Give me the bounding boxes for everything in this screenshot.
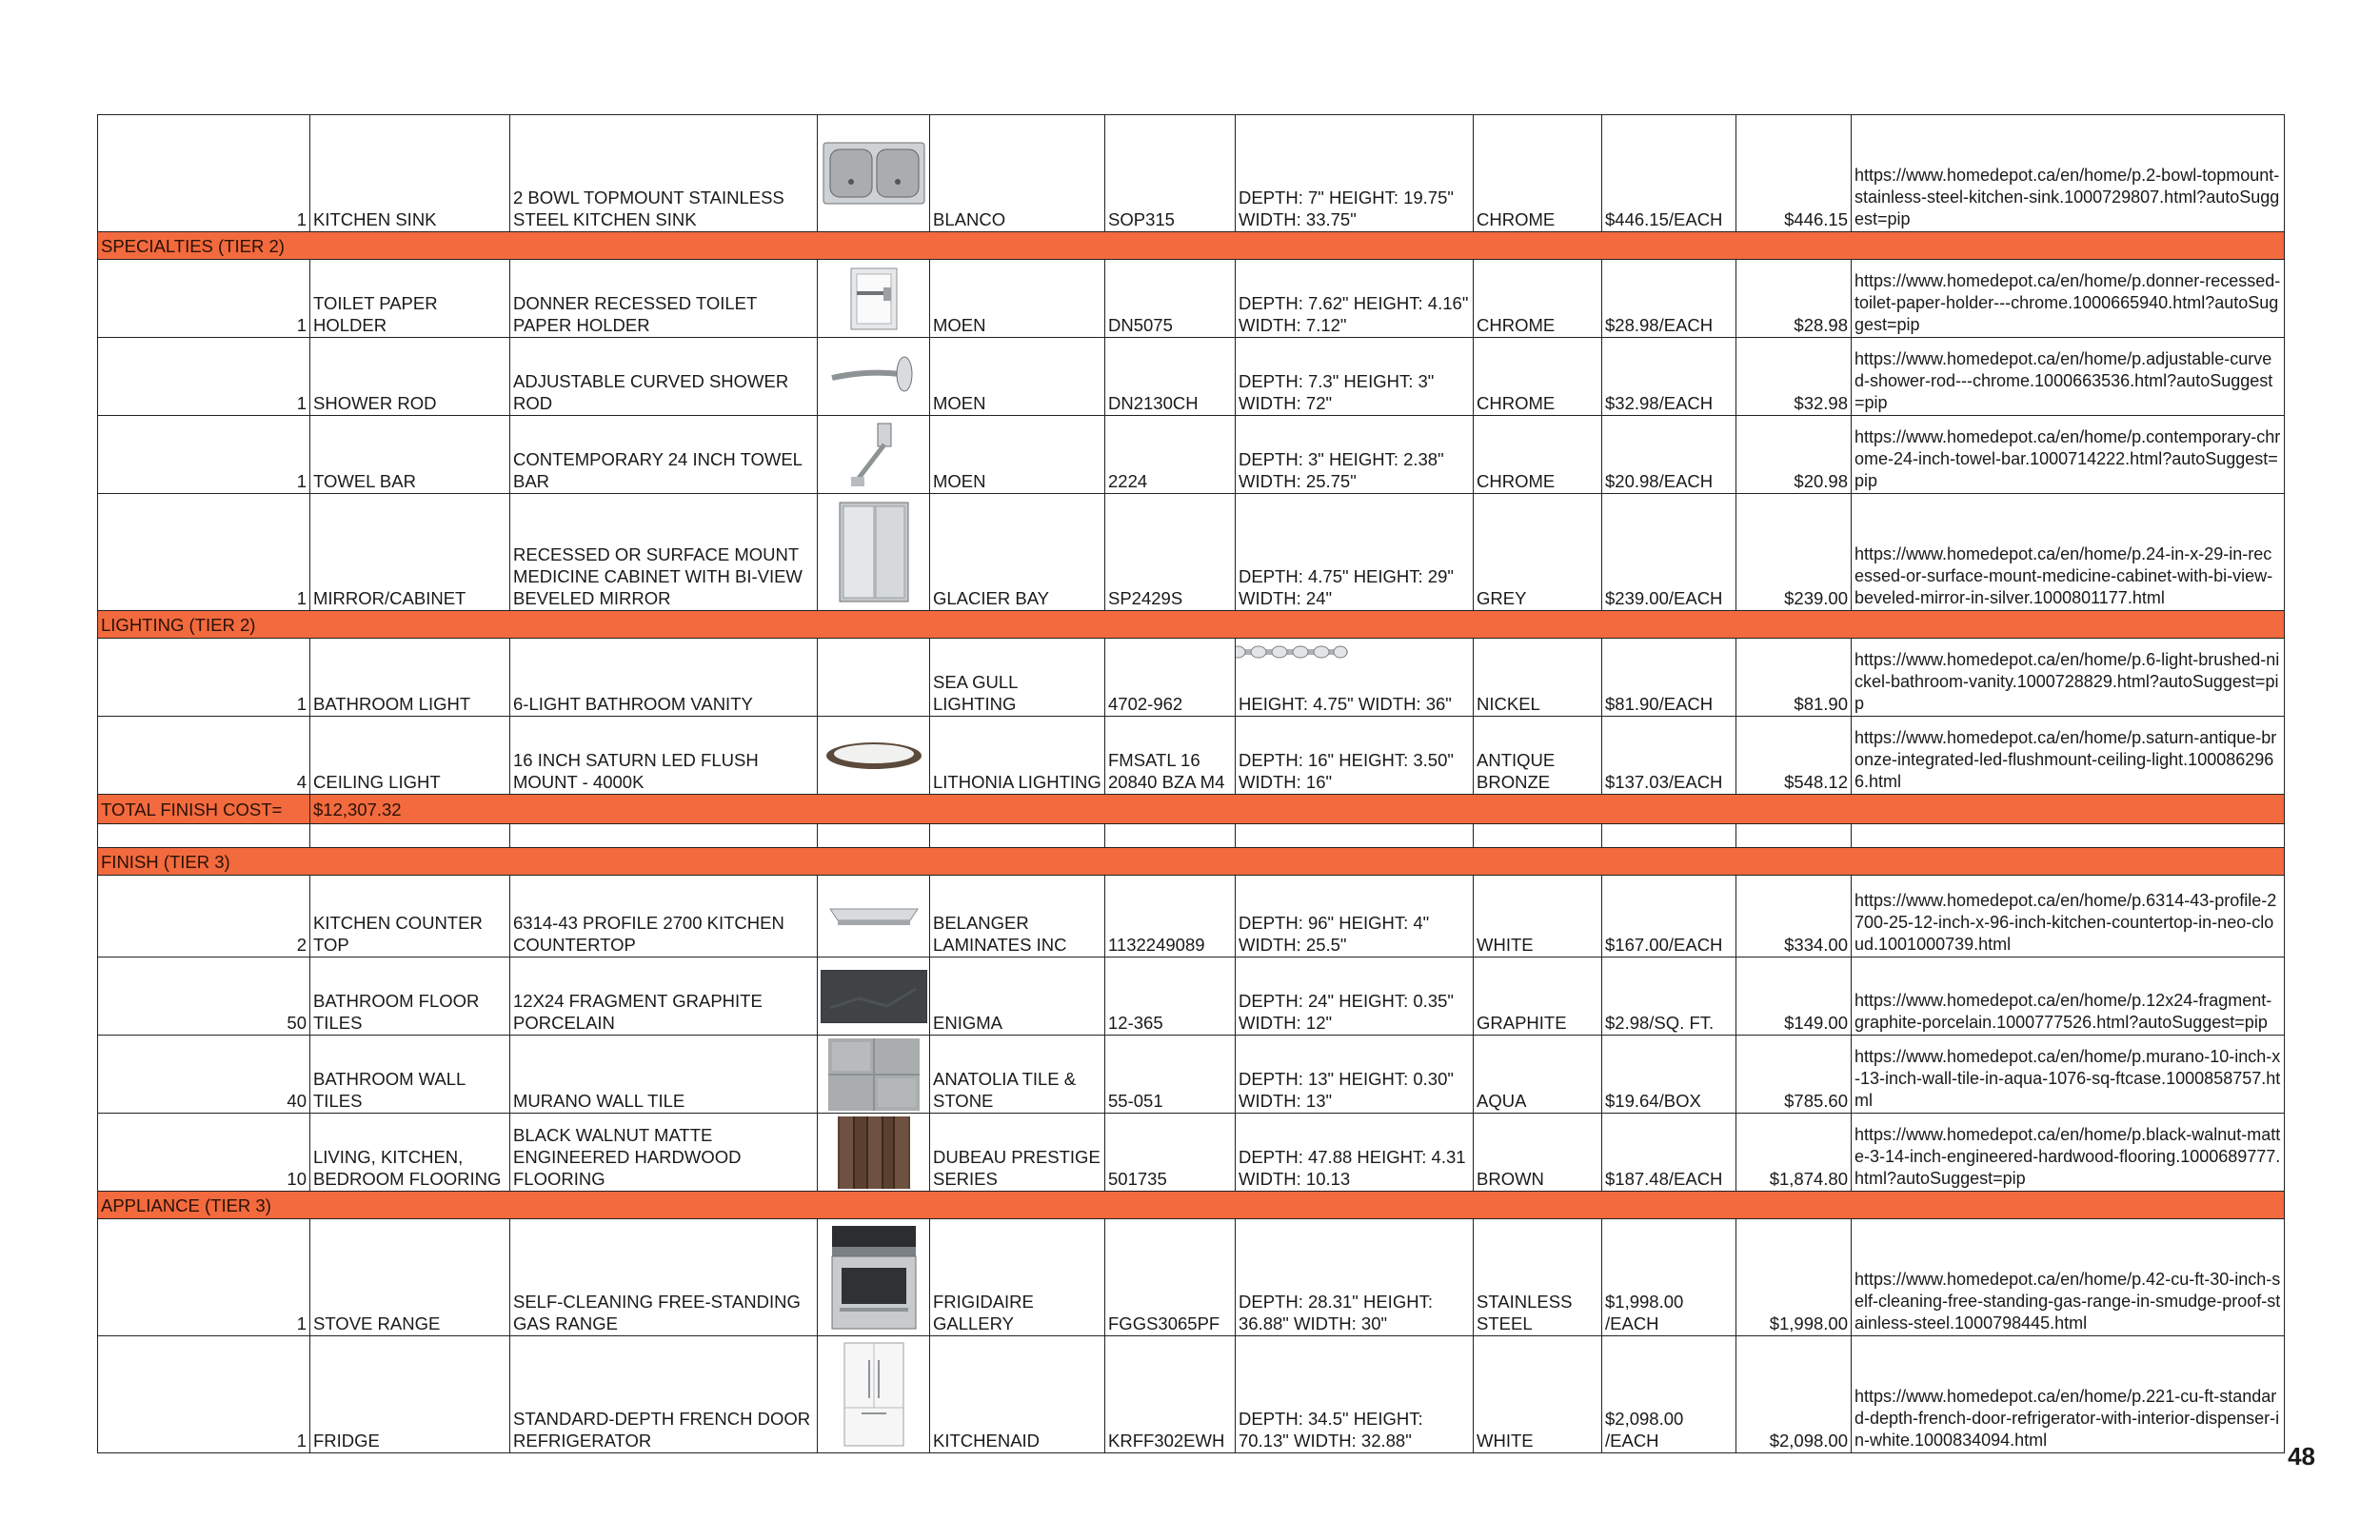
model-cell: 1132249089 xyxy=(1105,876,1236,958)
blank-cell xyxy=(1602,824,1736,848)
model-cell: DN5075 xyxy=(1105,260,1236,338)
total-cell: $20.98 xyxy=(1736,416,1852,494)
item-cell: KITCHEN SINK xyxy=(310,115,510,232)
price-cell: $2.98/SQ. FT. xyxy=(1602,958,1736,1036)
dimensions-cell: DEPTH: 34.5" HEIGHT: 70.13" WIDTH: 32.88" xyxy=(1236,1336,1474,1453)
table-row xyxy=(98,717,2285,795)
total-cell: $81.90 xyxy=(1736,639,1852,717)
ceiling-light-image xyxy=(818,717,930,795)
description-cell: SELF-CLEANING FREE-STANDING GAS RANGE xyxy=(510,1219,818,1336)
wall-tile-image xyxy=(818,1036,930,1114)
dimensions-cell xyxy=(1236,639,1474,717)
product-link[interactable]: https://www.homedepot.ca/en/home/p.murano-10-inch-x-13-inch-wall-tile-in-aqua-1076-sq-ftcase.1000858757.html xyxy=(1852,1036,2285,1114)
total-finish-label: TOTAL FINISH COST= xyxy=(98,795,310,824)
description-cell: DONNER RECESSED TOILET PAPER HOLDER xyxy=(510,260,818,338)
model-cell: SOP315 xyxy=(1105,115,1236,232)
section-title: FINISH (TIER 3) xyxy=(98,848,2285,876)
blank-row xyxy=(98,824,2285,848)
product-schedule xyxy=(97,114,2284,1453)
table-row xyxy=(98,1036,2285,1114)
price-cell: $28.98/EACH xyxy=(1602,260,1736,338)
price-cell: $1,998.00 /EACH xyxy=(1602,1219,1736,1336)
description-cell: ADJUSTABLE CURVED SHOWER ROD xyxy=(510,338,818,416)
product-link[interactable]: https://www.homedepot.ca/en/home/p.42-cu-ft-30-inch-self-cleaning-free-standing-gas-range-in-smudge-proof-stainless-steel.1000798445.html xyxy=(1852,1219,2285,1336)
brand-cell: MOEN xyxy=(930,416,1105,494)
finish-cell: GREY xyxy=(1474,494,1602,611)
qty-cell: 50 xyxy=(98,958,310,1036)
dimensions-cell: DEPTH: 7.3" HEIGHT: 3" WIDTH: 72" xyxy=(1236,338,1474,416)
price-cell: $446.15/EACH xyxy=(1602,115,1736,232)
model-cell: 55-051 xyxy=(1105,1036,1236,1114)
price-cell: $19.64/BOX xyxy=(1602,1036,1736,1114)
item-cell: TOWEL BAR xyxy=(310,416,510,494)
description-cell: 12X24 FRAGMENT GRAPHITE PORCELAIN xyxy=(510,958,818,1036)
price-cell: $167.00/EACH xyxy=(1602,876,1736,958)
section-title: APPLIANCE (TIER 3) xyxy=(98,1192,2285,1219)
qty-cell: 1 xyxy=(98,416,310,494)
table-row xyxy=(98,958,2285,1036)
price-cell: $32.98/EACH xyxy=(1602,338,1736,416)
section-header xyxy=(98,848,2285,876)
table-row xyxy=(98,1219,2285,1336)
model-cell: 501735 xyxy=(1105,1114,1236,1192)
table-row xyxy=(98,1114,2285,1192)
finish-cell: ANTIQUE BRONZE xyxy=(1474,717,1602,795)
total-cell: $1,874.80 xyxy=(1736,1114,1852,1192)
finish-cell: CHROME xyxy=(1474,338,1602,416)
gas-range-image xyxy=(818,1219,930,1336)
graphite-tile-image xyxy=(818,958,930,1036)
description-cell: 6-LIGHT BATHROOM VANITY xyxy=(510,639,818,717)
section-header xyxy=(98,611,2285,639)
total-cell: $548.12 xyxy=(1736,717,1852,795)
brand-cell: ENIGMA xyxy=(930,958,1105,1036)
total-cell: $2,098.00 xyxy=(1736,1336,1852,1453)
model-cell: FGGS3065PF xyxy=(1105,1219,1236,1336)
total-cell: $334.00 xyxy=(1736,876,1852,958)
table-row xyxy=(98,494,2285,611)
empty-image-cell xyxy=(818,639,930,717)
model-cell: KRFF302EWH xyxy=(1105,1336,1236,1453)
blank-cell xyxy=(1105,824,1236,848)
section-title: LIGHTING (TIER 2) xyxy=(98,611,2285,639)
total-cell: $32.98 xyxy=(1736,338,1852,416)
blank-cell xyxy=(1236,824,1474,848)
product-link[interactable]: https://www.homedepot.ca/en/home/p.saturn-antique-bronze-integrated-led-flushmount-ceiling-light.1000862966.html xyxy=(1852,717,2285,795)
total-cell: $239.00 xyxy=(1736,494,1852,611)
dimensions-cell: DEPTH: 47.88 HEIGHT: 4.31 WIDTH: 10.13 xyxy=(1236,1114,1474,1192)
product-link[interactable]: https://www.homedepot.ca/en/home/p.black-walnut-matte-3-14-inch-engineered-hardwood-flooring.1000689777.html?autoSuggest=pip xyxy=(1852,1114,2285,1192)
blank-cell xyxy=(1852,824,2285,848)
dimensions-cell: DEPTH: 7.62" HEIGHT: 4.16" WIDTH: 7.12" xyxy=(1236,260,1474,338)
total-cell: $1,998.00 xyxy=(1736,1219,1852,1336)
brand-cell: GLACIER BAY xyxy=(930,494,1105,611)
brand-cell: ANATOLIA TILE & STONE xyxy=(930,1036,1105,1114)
dimensions-cell: DEPTH: 28.31" HEIGHT: 36.88" WIDTH: 30" xyxy=(1236,1219,1474,1336)
product-link[interactable]: https://www.homedepot.ca/en/home/p.contemporary-chrome-24-inch-towel-bar.1000714222.html?autoSuggest=pip xyxy=(1852,416,2285,494)
finish-cell: STAINLESS STEEL xyxy=(1474,1219,1602,1336)
brand-cell: SEA GULL LIGHTING xyxy=(930,639,1105,717)
price-cell: $81.90/EACH xyxy=(1602,639,1736,717)
item-cell: LIVING, KITCHEN, BEDROOM FLOORING xyxy=(310,1114,510,1192)
brand-cell: BLANCO xyxy=(930,115,1105,232)
model-cell: FMSATL 16 20840 BZA M4 xyxy=(1105,717,1236,795)
model-cell: 2224 xyxy=(1105,416,1236,494)
finish-cell: CHROME xyxy=(1474,260,1602,338)
table-row xyxy=(98,416,2285,494)
item-cell: BATHROOM LIGHT xyxy=(310,639,510,717)
brand-cell: KITCHENAID xyxy=(930,1336,1105,1453)
blank-cell xyxy=(818,824,930,848)
item-cell: FRIDGE xyxy=(310,1336,510,1453)
finish-cell: GRAPHITE xyxy=(1474,958,1602,1036)
total-cell: $446.15 xyxy=(1736,115,1852,232)
total-cell: $149.00 xyxy=(1736,958,1852,1036)
product-link[interactable]: https://www.homedepot.ca/en/home/p.6-light-brushed-nickel-bathroom-vanity.1000728829.html?autoSuggest=pip xyxy=(1852,639,2285,717)
blank-cell xyxy=(310,824,510,848)
total-finish-row xyxy=(98,795,2285,824)
description-cell: CONTEMPORARY 24 INCH TOWEL BAR xyxy=(510,416,818,494)
kitchen-sink-image xyxy=(818,115,930,232)
countertop-image xyxy=(818,876,930,958)
qty-cell: 10 xyxy=(98,1114,310,1192)
brand-cell: MOEN xyxy=(930,338,1105,416)
brand-cell: DUBEAU PRESTIGE SERIES xyxy=(930,1114,1105,1192)
qty-cell: 4 xyxy=(98,717,310,795)
product-link[interactable]: https://www.homedepot.ca/en/home/p.221-cu-ft-standard-depth-french-door-refrigerator-with-interior-dispenser-in-white.1000834094.html xyxy=(1852,1336,2285,1453)
item-cell: STOVE RANGE xyxy=(310,1219,510,1336)
page-number: 48 xyxy=(2288,1442,2315,1471)
toilet-paper-holder-image xyxy=(818,260,930,338)
qty-cell: 1 xyxy=(98,260,310,338)
description-cell: BLACK WALNUT MATTE ENGINEERED HARDWOOD FLOORING xyxy=(510,1114,818,1192)
price-cell: $20.98/EACH xyxy=(1602,416,1736,494)
description-cell: 6314-43 PROFILE 2700 KITCHEN COUNTERTOP xyxy=(510,876,818,958)
blank-cell xyxy=(1474,824,1602,848)
dimensions-text: HEIGHT: 4.75" WIDTH: 36" xyxy=(1239,694,1452,714)
table-row xyxy=(98,338,2285,416)
finish-cell: CHROME xyxy=(1474,115,1602,232)
item-cell: BATHROOM FLOOR TILES xyxy=(310,958,510,1036)
table-row xyxy=(98,876,2285,958)
brand-cell: MOEN xyxy=(930,260,1105,338)
medicine-cabinet-image xyxy=(818,494,930,611)
total-cell: $785.60 xyxy=(1736,1036,1852,1114)
description-cell: STANDARD-DEPTH FRENCH DOOR REFRIGERATOR xyxy=(510,1336,818,1453)
description-cell: MURANO WALL TILE xyxy=(510,1036,818,1114)
brand-cell: FRIGIDAIRE GALLERY xyxy=(930,1219,1105,1336)
finish-cell: BROWN xyxy=(1474,1114,1602,1192)
section-header xyxy=(98,232,2285,260)
table-row xyxy=(98,1336,2285,1453)
model-cell: 12-365 xyxy=(1105,958,1236,1036)
description-cell: 16 INCH SATURN LED FLUSH MOUNT - 4000K xyxy=(510,717,818,795)
blank-cell xyxy=(930,824,1105,848)
dimensions-cell: DEPTH: 4.75" HEIGHT: 29" WIDTH: 24" xyxy=(1236,494,1474,611)
total-cell: $28.98 xyxy=(1736,260,1852,338)
qty-cell: 1 xyxy=(98,639,310,717)
item-cell: TOILET PAPER HOLDER xyxy=(310,260,510,338)
finish-cell: WHITE xyxy=(1474,1336,1602,1453)
section-title: SPECIALTIES (TIER 2) xyxy=(98,232,2285,260)
finish-cell: AQUA xyxy=(1474,1036,1602,1114)
towel-bar-image xyxy=(818,416,930,494)
vanity-light-image xyxy=(1236,644,1349,660)
product-link[interactable]: https://www.homedepot.ca/en/home/p.6314-43-profile-2700-25-12-inch-x-96-inch-kitchen-countertop-in-neo-cloud.1001000739.html xyxy=(1852,876,2285,958)
dimensions-cell: DEPTH: 7" HEIGHT: 19.75" WIDTH: 33.75" xyxy=(1236,115,1474,232)
dimensions-cell: DEPTH: 16" HEIGHT: 3.50" WIDTH: 16" xyxy=(1236,717,1474,795)
total-finish-value: $12,307.32 xyxy=(310,795,2285,824)
dimensions-cell: DEPTH: 24" HEIGHT: 0.35" WIDTH: 12" xyxy=(1236,958,1474,1036)
price-cell: $2,098.00 /EACH xyxy=(1602,1336,1736,1453)
table-row xyxy=(98,115,2285,232)
qty-cell: 40 xyxy=(98,1036,310,1114)
dimensions-cell: DEPTH: 13" HEIGHT: 0.30" WIDTH: 13" xyxy=(1236,1036,1474,1114)
brand-cell: LITHONIA LIGHTING xyxy=(930,717,1105,795)
price-cell: $137.03/EACH xyxy=(1602,717,1736,795)
price-cell: $187.48/EACH xyxy=(1602,1114,1736,1192)
finish-cell: CHROME xyxy=(1474,416,1602,494)
finish-cell: WHITE xyxy=(1474,876,1602,958)
product-link[interactable]: https://www.homedepot.ca/en/home/p.adjustable-curved-shower-rod---chrome.1000663536.html?autoSuggest=pip xyxy=(1852,338,2285,416)
dimensions-cell: DEPTH: 3" HEIGHT: 2.38" WIDTH: 25.75" xyxy=(1236,416,1474,494)
price-cell: $239.00/EACH xyxy=(1602,494,1736,611)
blank-cell xyxy=(98,824,310,848)
item-cell: SHOWER ROD xyxy=(310,338,510,416)
table-row xyxy=(98,639,2285,717)
blank-cell xyxy=(510,824,818,848)
product-link[interactable]: https://www.homedepot.ca/en/home/p.24-in-x-29-in-recessed-or-surface-mount-medicine-cabinet-with-bi-view-beveled-mirror-in-silver.1000801177.html xyxy=(1852,494,2285,611)
product-link[interactable]: https://www.homedepot.ca/en/home/p.2-bowl-topmount-stainless-steel-kitchen-sink.1000729807.html?autoSuggest=pip xyxy=(1852,115,2285,232)
section-header xyxy=(98,1192,2285,1219)
qty-cell: 2 xyxy=(98,876,310,958)
model-cell: DN2130CH xyxy=(1105,338,1236,416)
description-cell: RECESSED OR SURFACE MOUNT MEDICINE CABINET WITH BI-VIEW BEVELED MIRROR xyxy=(510,494,818,611)
qty-cell: 1 xyxy=(98,494,310,611)
qty-cell: 1 xyxy=(98,115,310,232)
shower-rod-image xyxy=(818,338,930,416)
product-link[interactable]: https://www.homedepot.ca/en/home/p.donner-recessed-toilet-paper-holder---chrome.1000665940.html?autoSuggest=pip xyxy=(1852,260,2285,338)
blank-cell xyxy=(1736,824,1852,848)
item-cell: BATHROOM WALL TILES xyxy=(310,1036,510,1114)
brand-cell: BELANGER LAMINATES INC xyxy=(930,876,1105,958)
product-table xyxy=(97,114,2285,1453)
finish-cell: NICKEL xyxy=(1474,639,1602,717)
hardwood-image xyxy=(818,1114,930,1192)
product-link[interactable]: https://www.homedepot.ca/en/home/p.12x24-fragment-graphite-porcelain.1000777526.html?autoSuggest=pip xyxy=(1852,958,2285,1036)
qty-cell: 1 xyxy=(98,338,310,416)
description-cell: 2 BOWL TOPMOUNT STAINLESS STEEL KITCHEN SINK xyxy=(510,115,818,232)
model-cell: 4702-962 xyxy=(1105,639,1236,717)
table-row xyxy=(98,260,2285,338)
item-cell: KITCHEN COUNTER TOP xyxy=(310,876,510,958)
item-cell: CEILING LIGHT xyxy=(310,717,510,795)
dimensions-cell: DEPTH: 96" HEIGHT: 4" WIDTH: 25.5" xyxy=(1236,876,1474,958)
qty-cell: 1 xyxy=(98,1219,310,1336)
model-cell: SP2429S xyxy=(1105,494,1236,611)
refrigerator-image xyxy=(818,1336,930,1453)
qty-cell: 1 xyxy=(98,1336,310,1453)
item-cell: MIRROR/CABINET xyxy=(310,494,510,611)
